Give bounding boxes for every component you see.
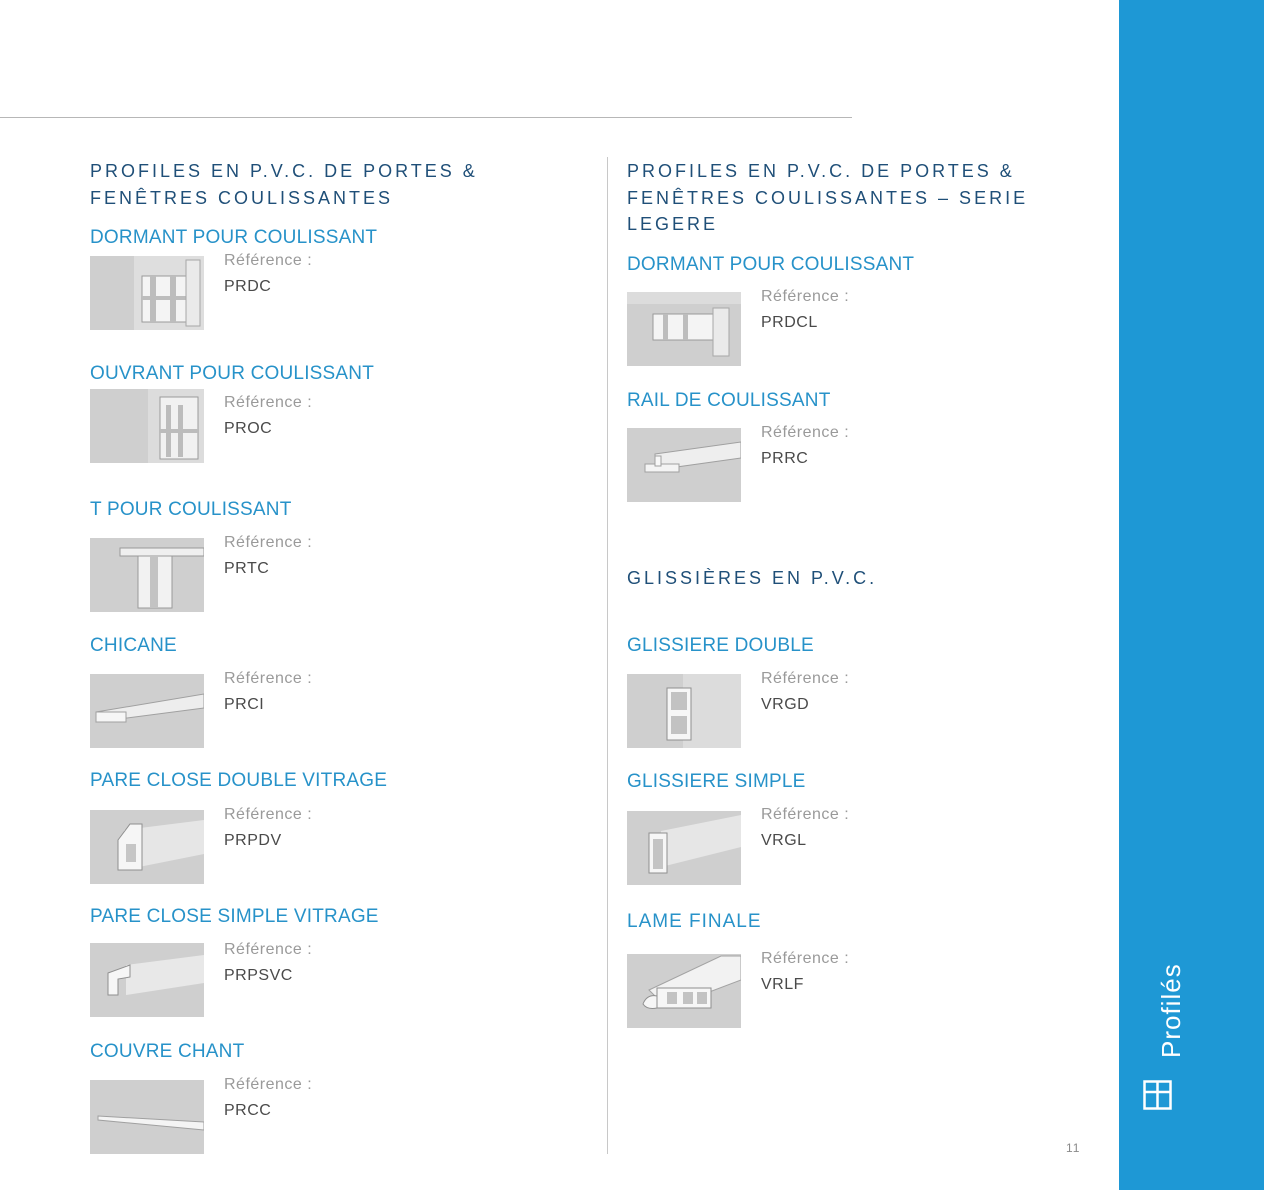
product-name: RAIL DE COULISSANT (627, 390, 831, 411)
reference-code: PRPSVC (224, 967, 293, 984)
product-image-double-glazing-bead (90, 810, 204, 884)
product-prdc (90, 227, 570, 347)
product-image-frame-profile (90, 256, 204, 330)
reference-code: PRPDV (224, 832, 282, 849)
reference-code: PROC (224, 420, 273, 437)
reference-code: PRCC (224, 1102, 272, 1119)
product-image-sash-profile (90, 389, 204, 463)
reference-code: PRDCL (761, 314, 818, 331)
reference-code: PRDC (224, 278, 272, 295)
reference-label: Référence : (224, 394, 313, 411)
reference-label: Référence : (224, 941, 313, 958)
reference-label: Référence : (224, 806, 313, 823)
product-name: OUVRANT POUR COULISSANT (90, 363, 375, 384)
product-prci (90, 635, 570, 755)
product-prdcl (627, 254, 1107, 374)
side-tab-text: Profilés (1156, 963, 1186, 1058)
reference-code: PRCI (224, 696, 265, 713)
product-image-double-slide (627, 674, 741, 748)
reference-label: Référence : (761, 670, 850, 687)
product-name: COUVRE CHANT (90, 1041, 245, 1062)
reference-label: Référence : (224, 670, 313, 687)
product-prrc (627, 390, 1107, 510)
product-name: T POUR COULISSANT (90, 499, 292, 520)
product-image-edge-cover (90, 1080, 204, 1154)
product-name: CHICANE (90, 635, 177, 656)
reference-label: Référence : (224, 534, 313, 551)
product-prcc (90, 1041, 570, 1161)
top-divider (0, 117, 852, 118)
reference-code: PRRC (761, 450, 809, 467)
column-divider (607, 157, 608, 1154)
reference-code: VRGL (761, 832, 807, 849)
reference-label: Référence : (761, 424, 850, 441)
product-image-end-slat (627, 954, 741, 1028)
product-image-sliding-rail (627, 428, 741, 502)
reference-code: VRGD (761, 696, 810, 713)
section-title-sliding-profiles: PROFILES EN P.V.C. DE PORTES & FENÊTRES COULISSANTES (90, 161, 478, 208)
product-image-single-glazing-bead (90, 943, 204, 1017)
reference-label: Référence : (224, 252, 313, 269)
product-vrlf (627, 911, 1107, 1031)
product-name: DORMANT POUR COULISSANT (627, 254, 915, 275)
product-name: GLISSIERE DOUBLE (627, 635, 814, 656)
product-name: PARE CLOSE DOUBLE VITRAGE (90, 770, 388, 791)
section-title-pvc-slides: GLISSIÈRES EN P.V.C. (627, 568, 878, 588)
reference-label: Référence : (224, 1076, 313, 1093)
product-name: PARE CLOSE SIMPLE VITRAGE (90, 906, 379, 927)
product-prpdv (90, 770, 570, 890)
reference-label: Référence : (761, 806, 850, 823)
reference-code: VRLF (761, 976, 804, 993)
product-image-light-frame-profile (627, 292, 741, 366)
window-icon (1143, 1080, 1172, 1110)
reference-label: Référence : (761, 950, 850, 967)
product-image-chicane-profile (90, 674, 204, 748)
product-name: LAME FINALE (627, 911, 762, 932)
product-name: DORMANT POUR COULISSANT (90, 227, 378, 248)
page-number: 11 (1066, 1141, 1081, 1155)
product-image-t-profile (90, 538, 204, 612)
product-prtc (90, 499, 570, 619)
reference-label: Référence : (761, 288, 850, 305)
product-vrgd (627, 635, 1107, 755)
product-name: GLISSIERE SIMPLE (627, 771, 806, 792)
reference-code: PRTC (224, 560, 270, 577)
product-image-single-slide (627, 811, 741, 885)
section-title-light-series: PROFILES EN P.V.C. DE PORTES & FENÊTRES COULISSANTES – SERIE LEGERE (627, 161, 1029, 234)
product-proc (90, 363, 570, 483)
product-vrgl (627, 771, 1107, 891)
product-prpsvc (90, 906, 570, 1026)
side-tab-label (1126, 948, 1186, 1058)
